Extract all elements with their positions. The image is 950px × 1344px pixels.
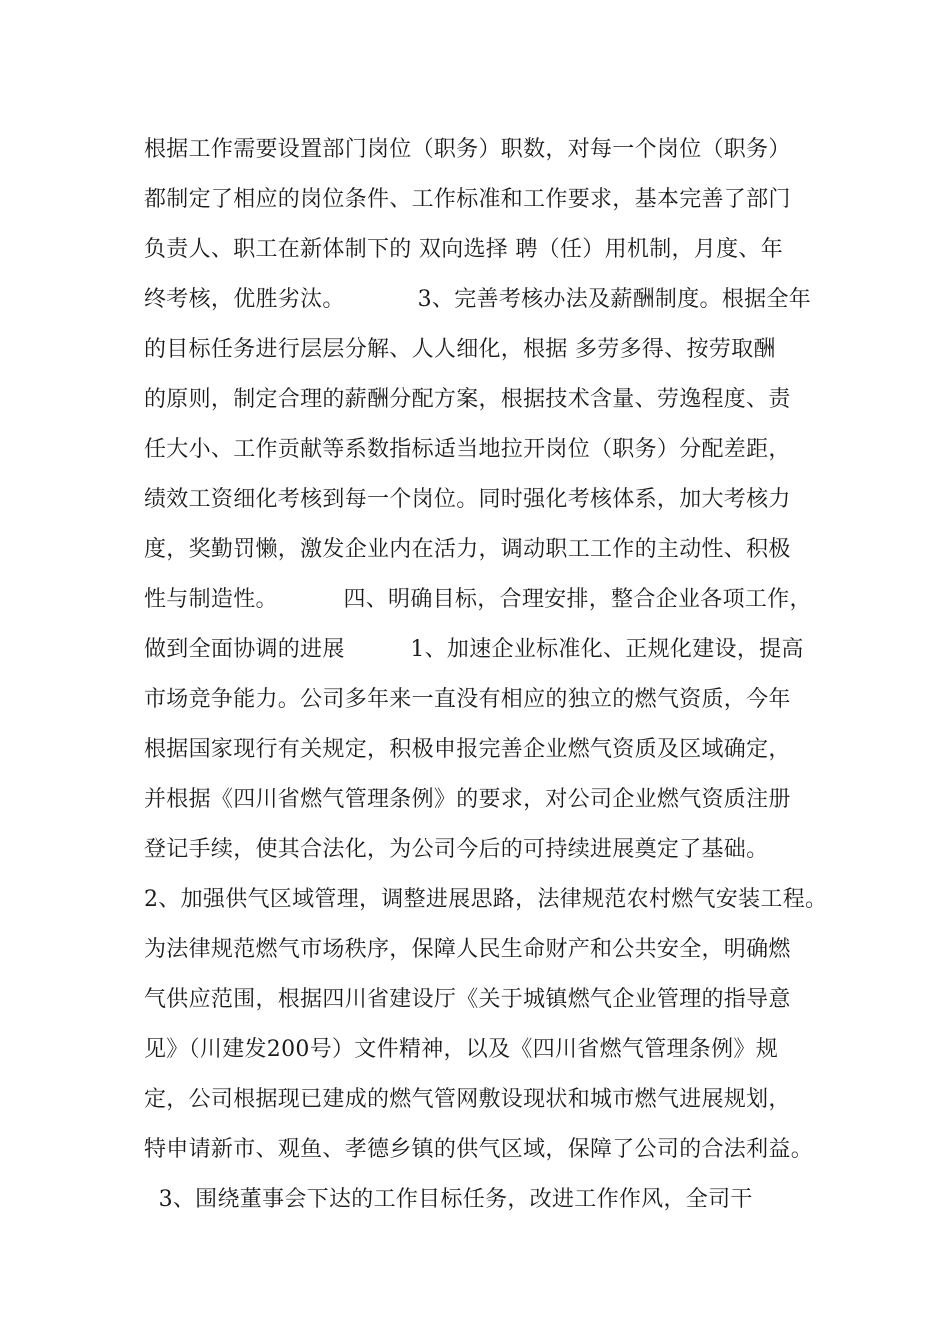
text-line: 做到全面协调的进展 1、加速企业标准化、正规化建设，提高 (144, 637, 804, 662)
text-line: 的目标任务进行层层分解、人人细化，根据 多劳多得、按劳取酬 (144, 337, 776, 362)
text-line: 度，奖勤罚懒，激发企业内在活力，调动职工工作的主动性、积极 (144, 537, 791, 562)
text-line: 负责人、职工在新体制下的 双向选择 聘（任）用机制，月度、年 (144, 237, 783, 262)
text-line: 见》（川建发200号）文件精神，以及《四川省燃气管理条例》规 (144, 1037, 778, 1062)
text-line: 气供应范围，根据四川省建设厅《关于城镇燃气企业管理的指导意 (144, 987, 791, 1012)
text-line: 任大小、工作贡献等系数指标适当地拉开岗位（职务）分配差距， (144, 437, 791, 462)
text-line: 终考核，优胜劣汰。 3、完善考核办法及薪酬制度。根据全年 (144, 287, 812, 312)
text-line: 根据国家现行有关规定，积极申报完善企业燃气资质及区域确定， (144, 737, 791, 762)
text-line: 市场竞争能力。公司多年来一直没有相应的独立的燃气资质，今年 (144, 687, 791, 712)
text-line: 根据工作需要设置部门岗位（职务）职数，对每一个岗位（职务） (144, 137, 791, 162)
text-line: 特申请新市、观鱼、孝德乡镇的供气区域，保障了公司的合法利益。 (144, 1137, 814, 1162)
text-line: 并根据《四川省燃气管理条例》的要求，对公司企业燃气资质注册 (144, 787, 791, 812)
text-line: 2、加强供气区域管理，调整进展思路，法律规范农村燃气安装工程。 (144, 887, 828, 912)
text-line: 登记手续，使其合法化，为公司今后的可持续进展奠定了基础。 (144, 837, 769, 862)
text-line: 都制定了相应的岗位条件、工作标准和工作要求，基本完善了部门 (144, 187, 791, 212)
text-line: 定，公司根据现已建成的燃气管网敷设现状和城市燃气进展规划， (144, 1087, 791, 1112)
text-line: 为法律规范燃气市场秩序，保障人民生命财产和公共安全，明确燃 (144, 937, 791, 962)
text-line: 绩效工资细化考核到每一个岗位。同时强化考核体系，加大考核力 (144, 487, 791, 512)
text-line: 的原则，制定合理的薪酬分配方案，根据技术含量、劳逸程度、责 (144, 387, 791, 412)
text-line: 性与制造性。 四、明确目标，合理安排，整合企业各项工作， (144, 587, 812, 612)
text-line: 3、围绕董事会下达的工作目标任务，改进工作作风，全司干 (144, 1187, 753, 1212)
body-text (144, 130, 834, 1230)
